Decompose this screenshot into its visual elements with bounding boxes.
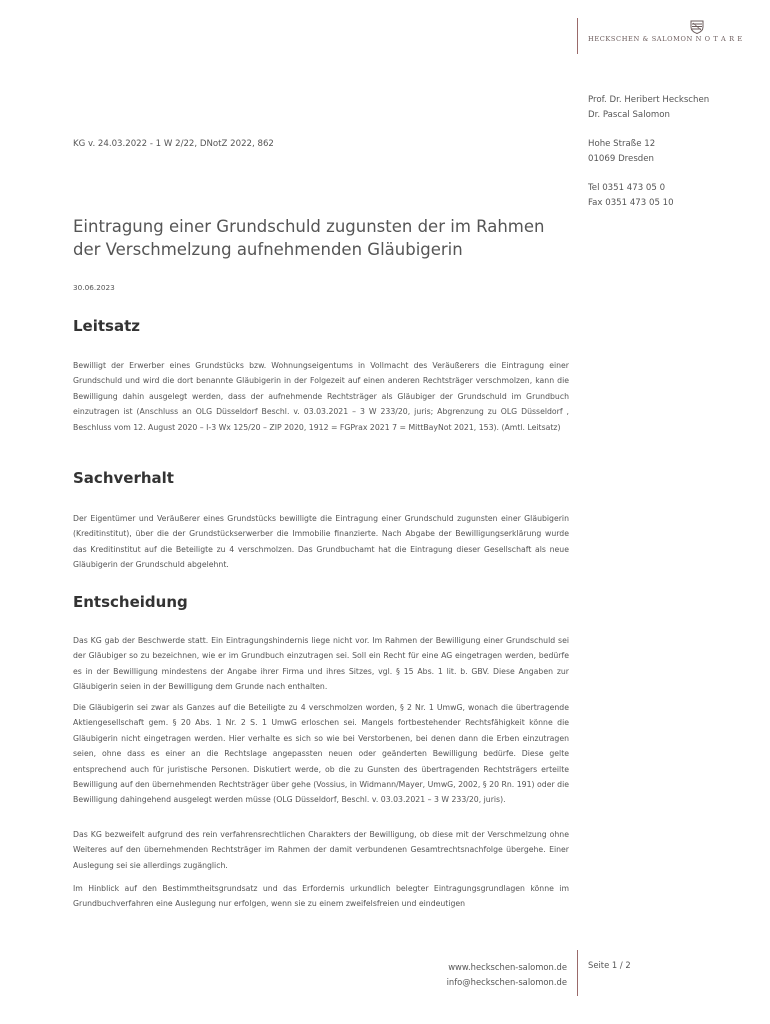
saxony-coat-of-arms-icon	[690, 20, 704, 34]
sachverhalt-paragraph: Der Eigentümer und Veräußerer eines Grundstücks bewilligte die Eintragung einer Grundschuld zugunsten einer Gläubigerin (Kreditinstitut), über die der Grundstückserwerber die Immobilie finanzierte. Nach Abgabe der Bewilligungserklärung wurde das Kreditinstitut auf die Beteiligte zu 4 verschmolzen. Das Grundbuchamt hat die Eintragung dieser Gesellschaft als neue Gläubigerin der Grundschuld abgelehnt.	[73, 514, 569, 570]
page-number: Seite 1 / 2	[588, 960, 631, 970]
firm-logo-text: HECKSCHEN & SALOMON N O T A R E	[588, 35, 743, 43]
address-line: 01069 Dresden	[588, 154, 654, 164]
notary-name: Prof. Dr. Heribert Heckschen	[588, 95, 710, 105]
phone-number: Tel 0351 473 05 0	[588, 183, 666, 193]
leitsatz-paragraph: Bewilligt der Erwerber eines Grundstücks bzw. Wohnungseigentums in Vollmacht des Veräußerers die Eintragung einer Grundschuld und wird die dort benannte Gläubigerin in der Folgezeit auf einen anderen Rechtsträger verschmolzen, kann die Bewilligung dahin ausgelegt werden, dass der aufnehmende Rechtsträger als Gläubiger der Grundschuld im Grundbuch einzutragen ist (Anschluss an OLG Düsseldorf Beschl. v. 03.03.2021 – 3 W 233/20, juris; Abgrenzung zu OLG Düsseldorf , Beschluss vom 12. August 2020 – I-3 Wx 125/20 – ZIP 2020, 1912 = FGPrax 2021 7 = MittBayNot 2021, 153). (Amtl. Leitsatz)	[73, 361, 569, 432]
email-link[interactable]: info@heckschen-salomon.de	[446, 977, 567, 987]
header-divider-line	[577, 18, 578, 54]
website-link[interactable]: www.heckschen-salomon.de	[448, 962, 567, 972]
entscheidung-paragraph: Das KG bezweifelt aufgrund des rein verfahrensrechtlichen Charakters der Bewilligung, ob diese mit der Verschmelzung ohne Weiteres auf den übernehmenden Rechtsträger im Rahmen der damit verbundenen Gesamtrechtsnachfolge übergehe. Einer Auslegung sei sie allerdings zugänglich.	[73, 830, 569, 870]
case-citation: KG v. 24.03.2022 - 1 W 2/22, DNotZ 2022, 862	[73, 139, 274, 149]
entscheidung-paragraph: Das KG gab der Beschwerde statt. Ein Eintragungshindernis liege nicht vor. Im Rahmen der Bewilligung einer Grundschuld sei der Gläubiger so zu bezeichnen, wie er im Grundbuch einzutragen sei. Soll ein Recht für eine AG eingetragen werden, bedürfe es in der Bewilligung mindestens der Angabe ihrer Firma und ihres Sitzes, vgl. § 15 Abs. 1 lit. b. GBV. Diese Angaben zur Gläubigerin seien in der Bewilligung dem Grunde nach enthalten.	[73, 636, 569, 692]
address-line: Hohe Straße 12	[588, 139, 656, 149]
document-date: 30.06.2023	[73, 283, 115, 292]
footer-divider-line	[577, 950, 578, 996]
footer-contact	[447, 960, 567, 990]
notary-names	[588, 93, 709, 123]
office-phone-fax	[588, 181, 674, 211]
entscheidung-paragraph: Die Gläubigerin sei zwar als Ganzes auf die Beteiligte zu 4 verschmolzen worden, § 2 Nr. 1 UmwG, wonach die übertragende Aktiengesellschaft gem. § 20 Abs. 1 Nr. 2 S. 1 UmwG erloschen sei. Mangels fortbestehender Rechtsfähigkeit könne die Gläubigerin nicht eingetragen werden. Hier verhalte es sich so wie bei Verstorbenen, bei denen dann die Erben einzutragen seien, ohne dass es einer an die Rechtslage angepassten neuen oder geänderten Bewilligung bedürfe. Diese gelte entsprechend auch für juristische Personen. Diskutiert werde, ob die zu Gunsten des übertragenden Rechtsträgers erteilte Bewilligung auf den übernehmenden Rechtsträger über gehe (Vossius, in Widmann/Mayer, UmwG, 2002, § 20 Rn. 191) oder die Bewilligung dahingehend ausgelegt werden müsse (OLG Düsseldorf, Beschl. v. 03.03.2021 – 3 W 233/20, juris).	[73, 703, 569, 805]
section-heading-sachverhalt: Sachverhalt	[73, 469, 174, 487]
section-heading-leitsatz: Leitsatz	[73, 317, 140, 335]
notary-name: Dr. Pascal Salomon	[588, 110, 670, 120]
fax-number: Fax 0351 473 05 10	[588, 198, 674, 208]
entscheidung-paragraph: Im Hinblick auf den Bestimmtheitsgrundsatz und das Erfordernis urkundlich belegter Eintragungsgrundlagen könne im Grundbuchverfahren eine Auslegung nur erfolgen, wenn sie zu einem zweifelsfreien und eindeutigen	[73, 884, 569, 909]
document-title: Eintragung einer Grundschuld zugunsten der im Rahmen der Verschmelzung aufnehmenden Gläubigerin	[73, 217, 545, 259]
section-heading-entscheidung: Entscheidung	[73, 593, 188, 611]
office-address	[588, 137, 655, 167]
